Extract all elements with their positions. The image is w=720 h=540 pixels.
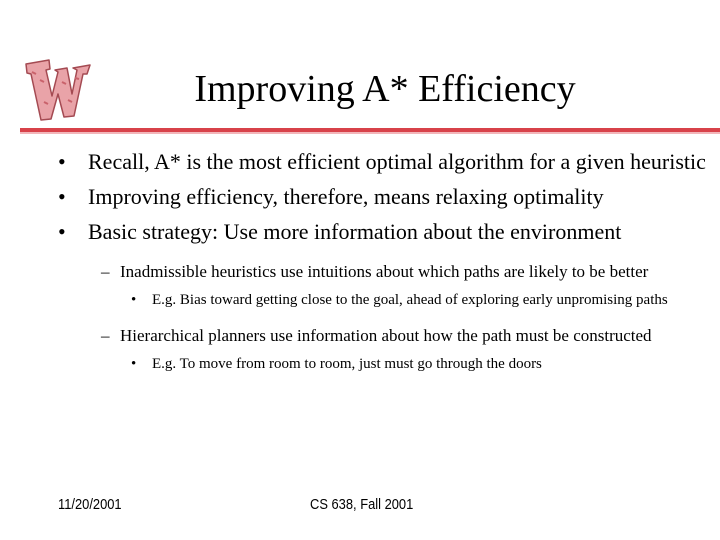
bullet-marker: •	[58, 149, 66, 174]
title-divider	[20, 128, 720, 135]
sub-sub-bullet-text: E.g. To move from room to room, just must go through the doors	[152, 356, 542, 372]
bullet-text: Basic strategy: Use more information about the environment	[88, 219, 622, 244]
sub-bullet-text: Hierarchical planners use information about how the path must be constructed	[120, 326, 652, 345]
sub-bullet-marker: –	[101, 262, 110, 281]
bullet-item	[56, 147, 706, 177]
footer-date: 11/20/2001	[58, 496, 122, 513]
bullet-item	[56, 217, 706, 247]
bullet-marker: •	[58, 219, 66, 244]
wisconsin-w-logo-icon	[20, 52, 94, 122]
sub-sub-bullet-marker: •	[131, 292, 137, 308]
sub-sub-bullet-item	[131, 354, 706, 375]
sub-bullet-text: Inadmissible heuristics use intuitions about which paths are likely to be better	[120, 262, 649, 281]
sub-sub-bullet-marker: •	[131, 356, 137, 372]
bullet-item	[56, 182, 706, 212]
bullet-text: Recall, A* is the most efficient optimal algorithm for a given heuristic	[88, 149, 706, 174]
slide-title: Improving A* Efficiency	[194, 68, 576, 110]
slide-body	[56, 147, 706, 375]
bullet-marker: •	[58, 184, 66, 209]
bullet-text: Improving efficiency, therefore, means relaxing optimality	[88, 184, 604, 209]
sub-bullet-item	[101, 324, 706, 347]
sub-bullet-marker: –	[101, 326, 110, 345]
sub-sub-bullet-text: E.g. Bias toward getting close to the goal, ahead of exploring early unpromising paths	[152, 292, 668, 308]
footer-course: CS 638, Fall 2001	[310, 496, 414, 513]
sub-sub-bullet-item	[131, 290, 706, 311]
sub-bullet-item	[101, 260, 706, 283]
